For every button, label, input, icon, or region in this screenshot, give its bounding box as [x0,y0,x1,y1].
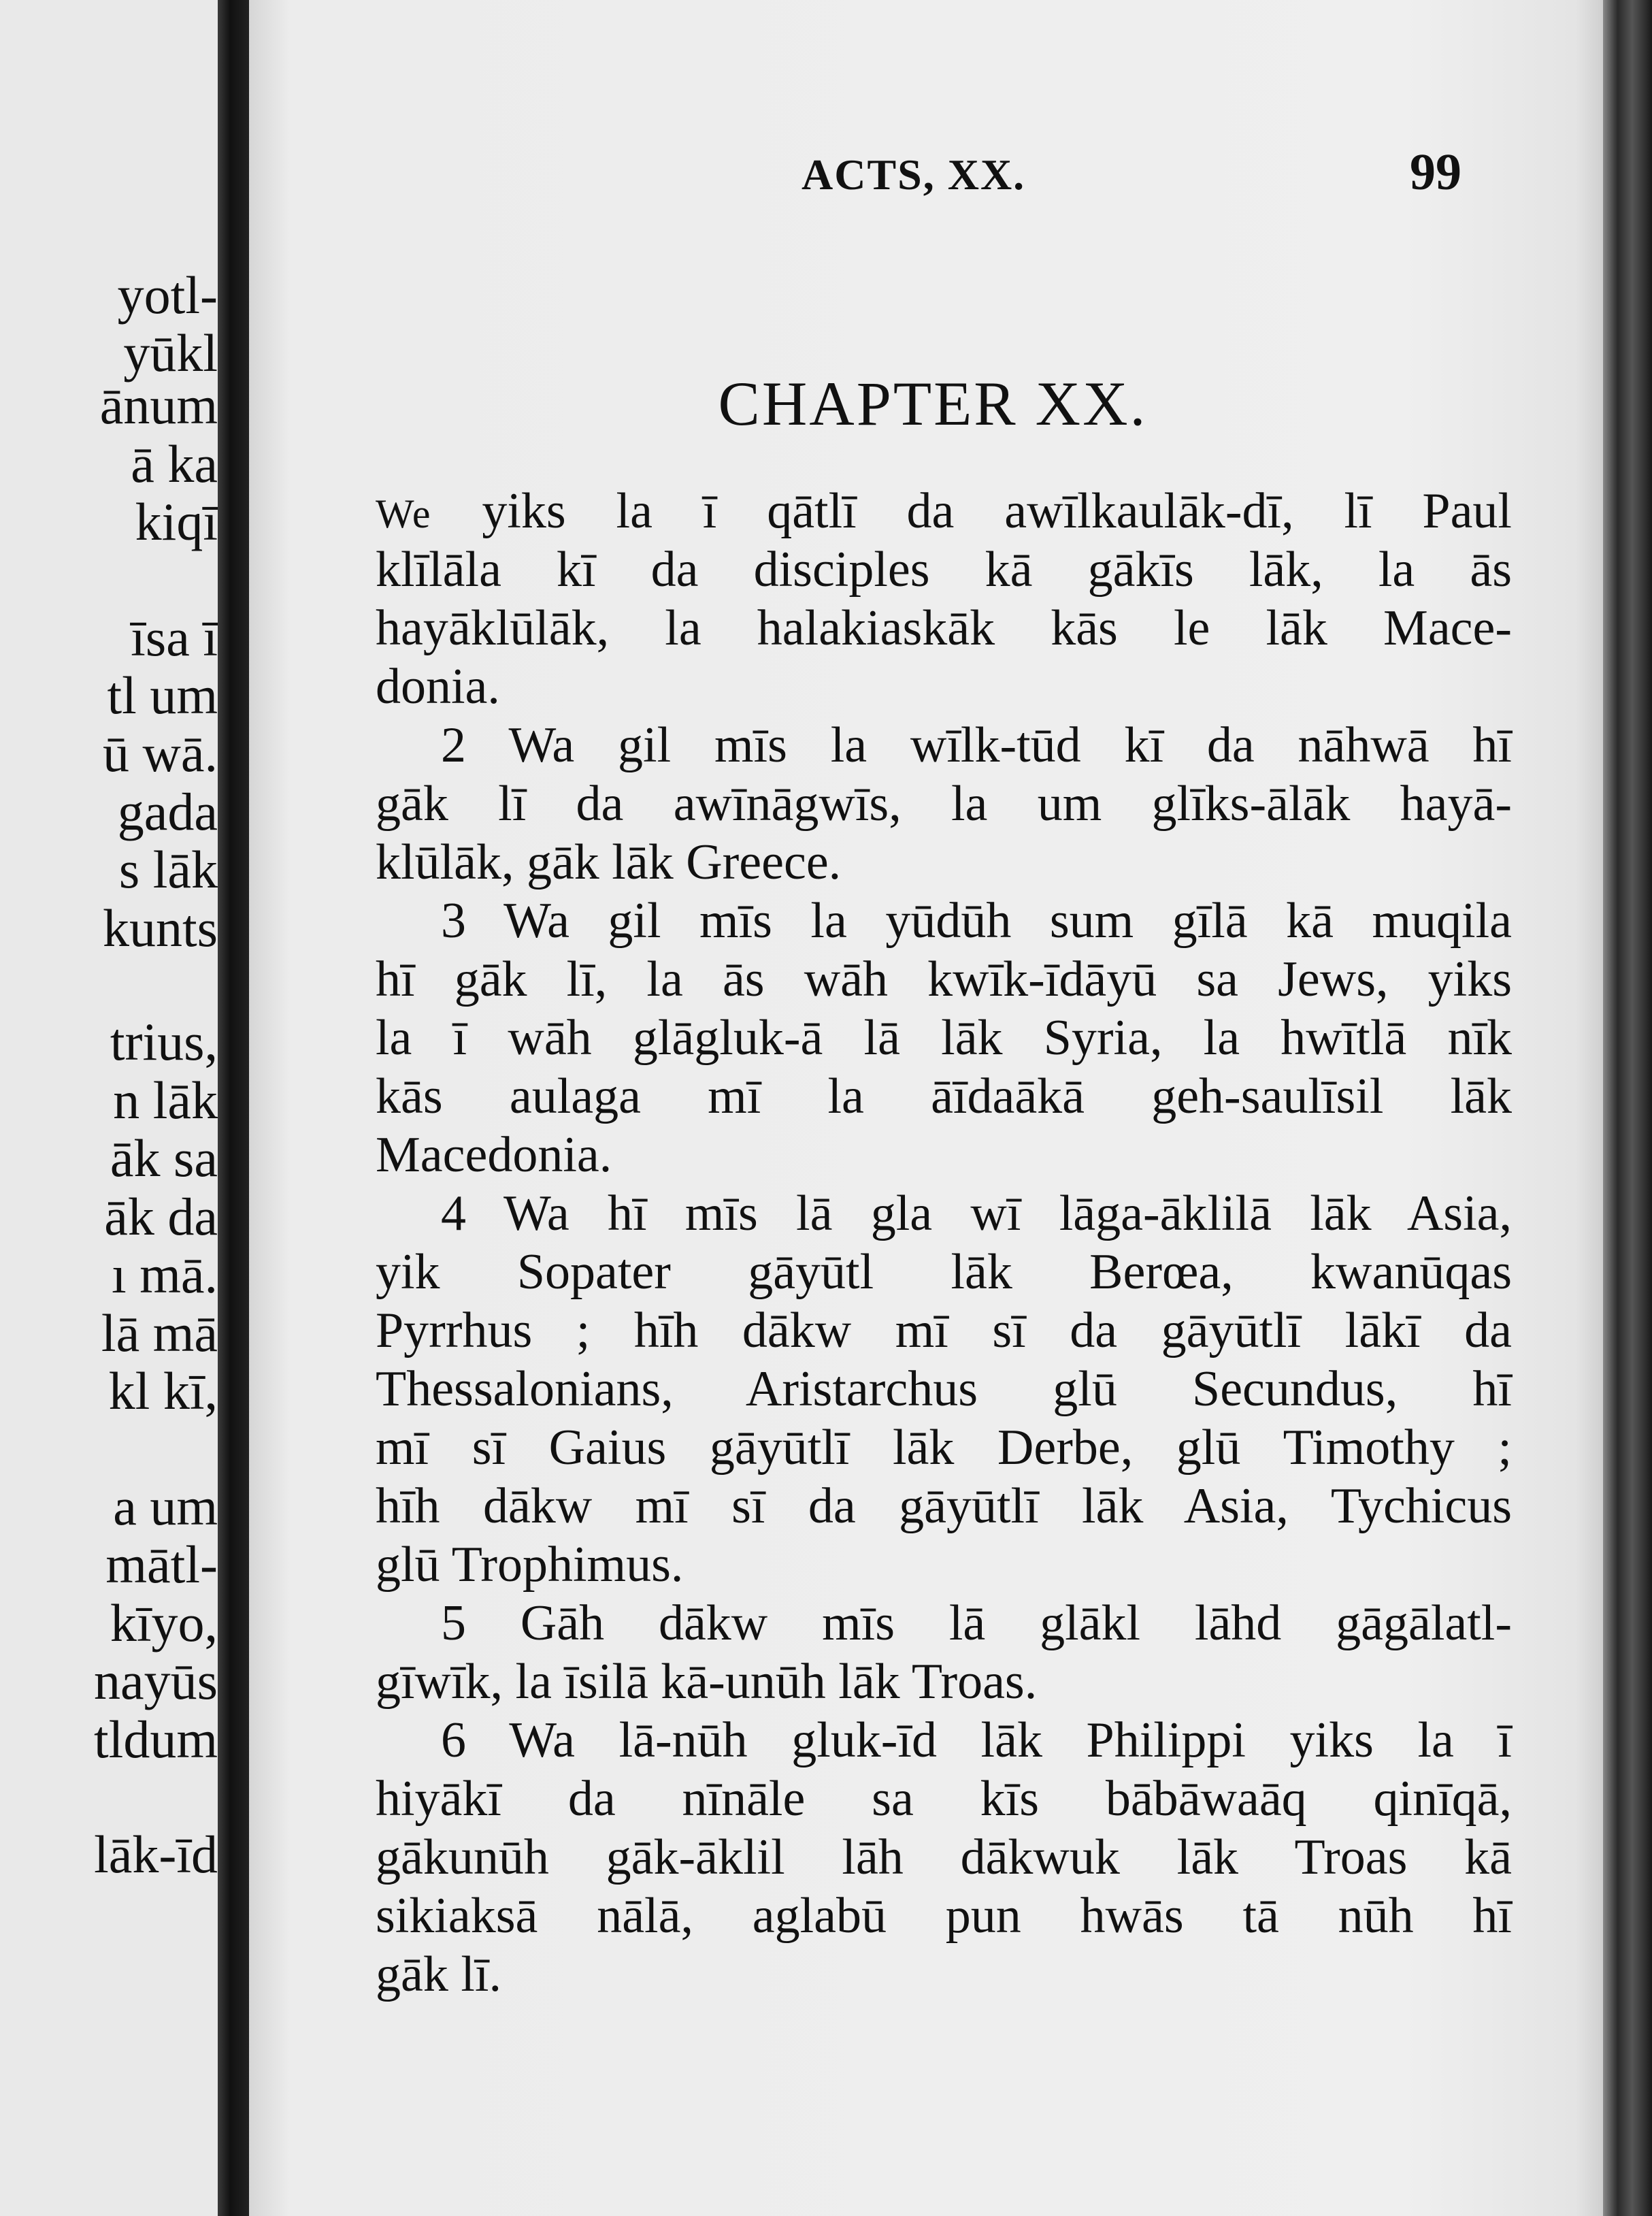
left-page-line: āk sa [110,1128,218,1188]
left-page-line: nayūs [94,1651,218,1710]
left-page-line: ā ka [131,434,218,493]
left-page-line: a um [113,1477,218,1536]
verse-4 [376,1184,1512,1594]
chapter-text [376,482,1512,2004]
book-page [249,0,1603,2216]
verse-line: hīh dākw mī sī da gāyūtlī lāk Asia, Tychicus [376,1478,1512,1534]
left-page-line: kl kī, [108,1361,218,1420]
verse-line: klūlāk, gāk lāk Greece. [376,834,842,890]
verse-line: We yiks la ī qātlī da awīlkaulāk-dī, lī Paul [376,483,1512,539]
left-page-fragment [0,0,218,2216]
verse-5 [376,1594,1512,1711]
verse-line: 5 Gāh dākw mīs lā glākl lāhd gāgālatl- [441,1595,1512,1651]
verse-line: glū Trophimus. [376,1537,684,1593]
left-page-line: ānum [99,376,218,435]
verse-line: klīlāla kī da disciples kā gākīs lāk, la ās [376,542,1512,598]
verse-line: Macedonia. [376,1127,612,1183]
left-page-line: tl um [107,666,218,725]
left-page-line: ū wā. [103,723,218,783]
left-page-line: lāk-īd [94,1825,218,1884]
left-page-line: s lāk [118,840,218,899]
verse-3 [376,892,1512,1184]
lead-small-caps: We [376,491,432,536]
running-title: ACTS, XX. [802,150,1026,199]
page-number: 99 [1410,144,1461,201]
verse-line: 6 Wa lā-nūh gluk-īd lāk Philippi yiks la ī [441,1712,1512,1768]
verse-2 [376,716,1512,892]
left-page-line: mātl- [105,1535,218,1594]
left-page-line: ı mā. [112,1245,218,1304]
verse-line: kās aulaga mī la āīdaākā geh-saulīsil lāk [376,1069,1512,1124]
verse-1 [376,482,1512,716]
verse-line: Thessalonians, Aristarchus glū Secundus, hī [376,1361,1512,1417]
verse-line: la ī wāh glāgluk-ā lā lāk Syria, la hwītlā nīk [376,1010,1512,1066]
page-edge [1603,0,1652,2216]
verse-line: gāk lī. [376,1946,501,2002]
verse-line: 2 Wa gil mīs la wīlk-tūd kī da nāhwā hī [441,717,1512,773]
verse-line: donia. [376,659,500,715]
left-page-line: kīyo, [110,1593,218,1652]
left-page-line: gada [117,782,218,841]
verse-line: sikiaksā nālā, aglabū pun hwās tā nūh hī [376,1888,1512,1944]
verse-line: 4 Wa hī mīs lā gla wī lāga-āklilā lāk Asia, [441,1186,1512,1241]
book-gutter [218,0,249,2216]
left-page-line: n lāk [113,1071,218,1130]
verse-line: hayāklūlāk, la halakiaskāk kās le lāk Mace- [376,600,1512,656]
left-page-line: kunts [102,898,218,958]
running-head [249,143,1603,204]
verse-line: Pyrrhus ; hīh dākw mī sī da gāyūtlī lākī da [376,1303,1512,1358]
chapter-heading: CHAPTER XX. [718,369,1148,438]
left-page-line: yūkl [123,323,218,382]
left-page-line: trius, [110,1012,218,1071]
left-page-line: lā mā [101,1303,218,1363]
left-page-line: tldum [93,1710,218,1769]
verse-line: hī gāk lī, la ās wāh kwīk-īdāyū sa Jews, yiks [376,951,1512,1007]
left-page-line: āk da [104,1187,218,1246]
verse-line: gīwīk, la īsilā kā-unūh lāk Troas. [376,1654,1038,1710]
verse-line: gāk lī da awīnāgwīs, la um glīks-ālāk hayā- [376,776,1512,832]
left-page-line: yotl- [117,265,218,325]
verse-line: gākunūh gāk-āklil lāh dākwuk lāk Troas kā [376,1829,1512,1885]
left-page-line: īsa ī [131,608,218,667]
verse-line: mī sī Gaius gāyūtlī lāk Derbe, glū Timothy ; [376,1420,1512,1476]
verse-6 [376,1711,1512,2004]
verse-line: hiyākī da nīnāle sa kīs bābāwaāq qinīqā, [376,1771,1512,1827]
verse-line: 3 Wa gil mīs la yūdūh sum gīlā kā muqila [441,893,1512,949]
left-page-line: kiqī [135,492,218,551]
verse-line: yik Sopater gāyūtl lāk Berœa, kwanūqas [376,1244,1512,1300]
